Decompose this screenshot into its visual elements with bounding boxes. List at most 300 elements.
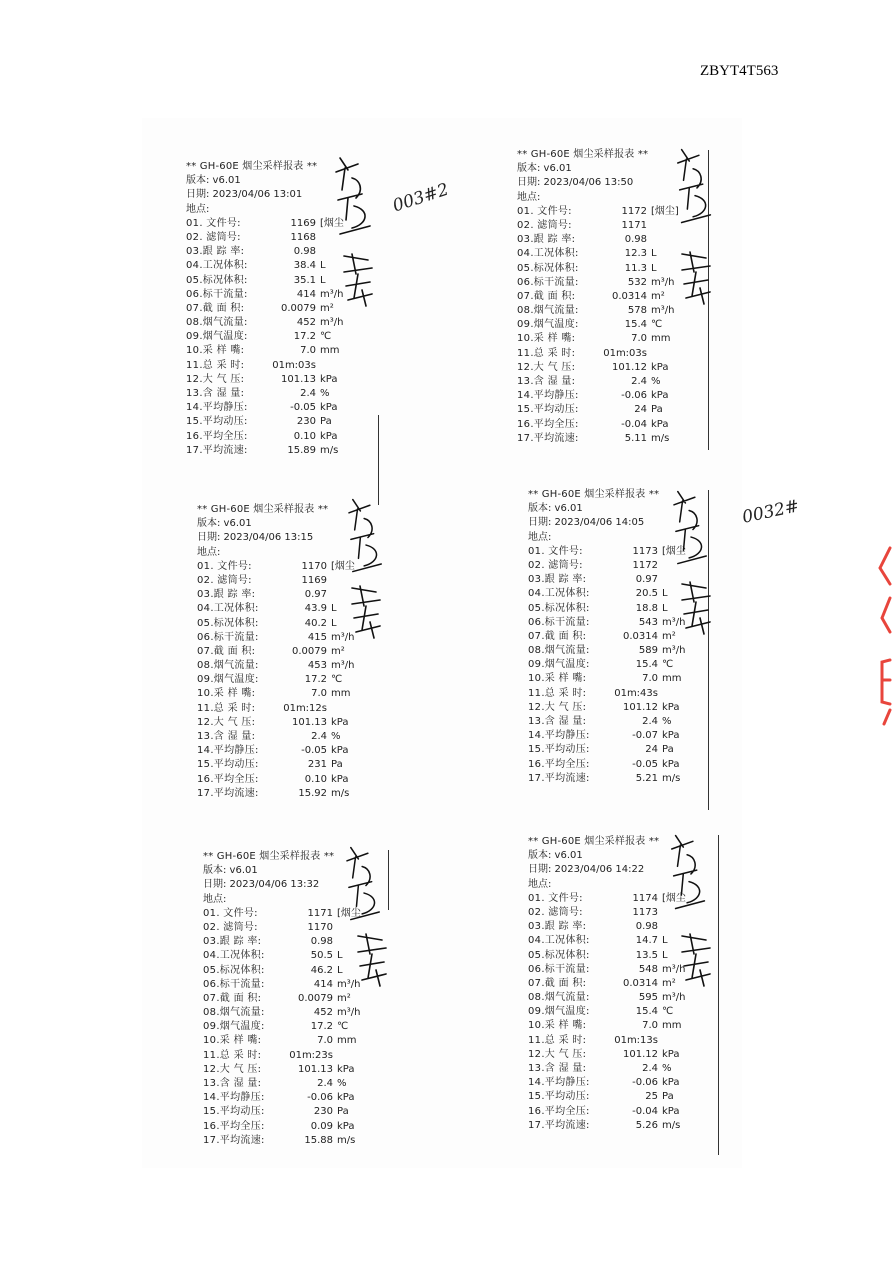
receipt-row [197,744,397,758]
row-value: 18.8 [635,602,658,614]
row-unit: m³/h [337,1007,361,1019]
row-label: 16.平均全压: [203,1120,265,1132]
row-label: 03.跟 踪 率: [528,574,587,586]
receipt-row [203,949,403,963]
receipt-row [528,977,728,991]
row-value: 0.0079 [281,302,316,314]
receipt-row [197,617,397,631]
row-unit: kPa [320,430,338,442]
row-value: 7.0 [642,673,658,685]
row-value: 101.12 [612,361,647,373]
receipt-row [528,701,728,715]
receipt-row [186,444,386,458]
row-label: 08.烟气流量: [528,645,590,657]
row-value: 50.5 [310,950,333,962]
receipt-header: ** GH-60E 烟尘采样报表 ** [197,504,329,515]
receipt-row [528,772,728,786]
row-label: 09.烟气温度: [517,319,579,331]
receipt-row [528,920,728,934]
row-value: 589 [638,645,658,657]
receipt-header: ** GH-60E 烟尘采样报表 ** [528,489,660,500]
receipt-edge-line [378,415,379,505]
row-unit: kPa [662,730,680,742]
row-value: 1173 [632,545,658,557]
row-unit: kPa [320,373,338,385]
row-value: 24 [645,744,658,756]
row-unit: kPa [331,745,349,757]
row-value: 578 [627,305,647,317]
row-label: 13.含 湿 量: [528,1063,587,1074]
row-value: 231 [307,759,327,771]
row-label: 02. 滤筒号: [186,231,241,243]
row-unit: L [337,950,343,962]
red-stamp-fragment [876,540,892,730]
row-value: 20.5 [635,588,658,600]
receipt-date: 日期: 2023/04/06 13:32 [203,879,320,891]
row-label: 13.含 湿 量: [528,716,587,727]
row-unit: [烟尘 [337,907,361,919]
receipt-version: 版本: v6.01 [517,163,572,175]
row-unit: L [662,949,668,961]
row-label: 09.烟气温度: [197,674,259,686]
row-value: 40.2 [304,617,327,629]
row-label: 11.总 采 时: [517,347,576,359]
row-unit: mm [337,1035,357,1047]
row-unit: m³/h [662,616,686,628]
row-value: 1171 [307,907,333,919]
receipt-row [186,430,386,444]
receipt-row [528,758,728,772]
row-label: 08.烟气流量: [528,992,590,1004]
row-value: 17.2 [293,331,316,343]
row-unit: ℃ [651,319,663,331]
row-value: 1174 [632,892,658,904]
row-unit: m² [662,977,676,989]
row-value: 15.4 [635,1006,658,1018]
receipt-version: 版本: v6.01 [186,175,241,187]
receipt-location: 地点: [186,203,210,215]
row-value: 230 [313,1106,333,1118]
row-label: 05.标况体积: [203,964,265,976]
row-unit: m³/h [320,288,344,300]
row-label: 15.平均动压: [203,1106,265,1118]
receipt-row [517,389,717,403]
receipt-row [528,687,728,701]
row-label: 04.工况体积: [197,603,259,615]
receipt-row [186,302,386,316]
row-label: 06.标干流量: [186,288,248,300]
row-label: 07.截 面 积: [528,630,587,642]
row-label: 02. 滤筒号: [528,559,583,571]
row-value: 7.0 [642,1020,658,1032]
row-label: 17.平均流速: [186,444,248,456]
receipt-row [528,892,728,906]
row-unit: kPa [651,418,669,430]
row-label: 07.截 面 积: [186,302,245,314]
row-label: 13.含 湿 量: [197,731,256,742]
row-value: 0.0079 [298,992,333,1004]
row-unit: m³/h [337,978,361,990]
row-label: 16.平均全压: [528,1105,590,1117]
row-value: 15.88 [304,1134,333,1146]
row-label: 06.标干流量: [203,978,265,990]
receipt-row [528,949,728,963]
receipt-row [528,1076,728,1090]
row-value: 01m:43s [614,687,658,699]
receipt-row [517,361,717,375]
row-value: 0.10 [304,773,327,785]
row-value: 0.98 [310,936,333,948]
row-unit: m³/h [320,317,344,329]
receipt-row [197,645,397,659]
row-value: 12.3 [624,248,647,260]
row-value: -0.06 [632,1077,658,1089]
row-value: 13.5 [635,949,658,961]
row-label: 03.跟 踪 率: [517,234,576,246]
receipt-row [186,359,386,373]
row-value: 15.4 [635,659,658,671]
receipt-row [528,1090,728,1104]
row-unit: m/s [320,444,339,456]
row-label: 07.截 面 积: [197,645,256,657]
receipt-row [528,906,728,920]
receipt-row [197,702,397,716]
row-unit: % [331,731,341,742]
receipt-row [197,588,397,602]
row-unit: Pa [651,404,663,416]
row-unit: Pa [337,1106,349,1118]
row-label: 01. 文件号: [517,205,572,217]
row-unit: mm [320,345,340,357]
row-label: 01. 文件号: [186,217,241,229]
row-unit: kPa [662,1048,680,1060]
row-unit: [烟尘 [320,217,344,229]
row-label: 17.平均流速: [197,787,259,799]
row-label: 10.采 样 嘴: [528,673,587,685]
row-value: -0.05 [290,402,316,414]
row-unit: L [651,262,657,274]
row-unit: m² [331,645,345,657]
receipt-row [528,1105,728,1119]
row-label: 15.平均动压: [186,416,248,428]
row-unit: L [320,274,326,286]
row-value: 0.97 [304,589,327,601]
receipt-row [528,644,728,658]
receipt-row [517,205,717,219]
row-unit: kPa [337,1092,355,1104]
row-unit: kPa [320,402,338,414]
row-unit: mm [651,333,671,345]
receipt-row [197,716,397,730]
row-label: 12.大 气 压: [197,716,256,728]
receipt-row [528,1005,728,1019]
row-label: 10.采 样 嘴: [186,345,245,357]
row-unit: Pa [320,416,332,428]
row-value: -0.06 [621,390,647,402]
receipt-row [186,274,386,288]
row-label: 02. 滤筒号: [517,219,572,231]
row-value: 11.3 [624,262,647,274]
receipt-row [203,1134,403,1148]
receipt-row [528,1062,728,1076]
receipt-row [197,659,397,673]
receipt-1350 [517,148,717,446]
row-value: 452 [313,1007,333,1019]
row-unit: m/s [651,432,670,444]
row-value: 7.0 [300,345,316,357]
row-label: 01. 文件号: [528,892,583,904]
row-label: 07.截 面 积: [203,992,262,1004]
receipt-row [203,1020,403,1034]
receipt-row [528,573,728,587]
receipt-row [528,630,728,644]
document-code: ZBYT4T563 [700,63,779,79]
row-value: 5.26 [635,1119,658,1131]
row-value: 0.98 [293,246,316,258]
receipt-row [203,1091,403,1105]
receipt-header: ** GH-60E 烟尘采样报表 ** [528,836,660,847]
row-label: 02. 滤筒号: [203,921,258,933]
row-value: 17.2 [310,1021,333,1033]
row-unit: m³/h [331,631,355,643]
row-unit: L [662,935,668,947]
row-value: 0.98 [635,921,658,933]
row-label: 14.平均静压: [528,1077,590,1089]
row-unit: m³/h [651,305,675,317]
row-label: 09.烟气温度: [528,1006,590,1018]
row-unit: mm [662,1020,682,1032]
row-label: 14.平均静压: [203,1092,265,1104]
receipt-date: 日期: 2023/04/06 13:50 [517,177,634,189]
row-unit: ℃ [337,1021,349,1033]
row-unit: L [331,603,337,615]
row-value: 5.11 [624,432,647,444]
row-unit: ℃ [331,674,343,686]
receipt-row [528,559,728,573]
row-label: 15.平均动压: [517,404,579,416]
receipt-date: 日期: 2023/04/06 14:05 [528,517,645,529]
receipt-row [517,418,717,432]
receipt-row [186,259,386,273]
receipt-row [528,672,728,686]
row-label: 04.工况体积: [517,248,579,260]
receipt-1422 [528,835,728,1133]
row-label: 15.平均动压: [197,759,259,771]
receipt-1315 [197,503,397,801]
receipt-row [528,616,728,630]
row-value: -0.04 [632,1105,658,1117]
row-unit: m³/h [662,963,686,975]
row-unit: % [337,1078,347,1089]
row-value: 0.0079 [292,645,327,657]
row-value: 1170 [301,560,327,572]
row-label: 17.平均流速: [528,1119,590,1131]
row-unit: m³/h [651,276,675,288]
row-label: 17.平均流速: [203,1134,265,1146]
row-label: 01. 文件号: [528,545,583,557]
receipt-date: 日期: 2023/04/06 14:22 [528,864,645,876]
row-unit: m³/h [331,660,355,672]
row-label: 05.标况体积: [186,274,248,286]
row-value: 1172 [632,559,658,571]
row-unit: ℃ [320,331,332,343]
row-unit: m² [651,290,665,302]
receipt-row [197,773,397,787]
receipt-row [203,935,403,949]
row-unit: [烟尘 [662,545,686,557]
row-value: 452 [296,317,316,329]
receipt-row [203,907,403,921]
receipt-1405 [528,488,728,786]
receipt-row [203,921,403,935]
receipt-row [197,560,397,574]
row-unit: kPa [331,773,349,785]
receipt-date: 日期: 2023/04/06 13:15 [197,532,314,544]
receipt-row [186,415,386,429]
row-value: 0.10 [293,430,316,442]
receipt-row [203,1049,403,1063]
receipt-row [197,673,397,687]
receipt-row [517,290,717,304]
row-label: 07.截 面 积: [517,290,576,302]
receipt-location: 地点: [517,191,541,203]
row-label: 10.采 样 嘴: [528,1020,587,1032]
row-label: 16.平均全压: [197,773,259,785]
row-value: 2.4 [642,716,658,727]
row-value: 01m:03s [603,347,647,359]
row-value: 101.13 [292,716,327,728]
row-unit: [烟尘] [651,205,679,217]
receipt-version: 版本: v6.01 [197,518,252,530]
row-label: 12.大 气 压: [528,1048,587,1060]
receipt-version: 版本: v6.01 [203,865,258,877]
receipt-header: ** GH-60E 烟尘采样报表 ** [203,851,335,862]
receipt-row [186,330,386,344]
row-value: 15.89 [287,444,316,456]
row-label: 05.标况体积: [517,262,579,274]
row-value: 0.09 [310,1120,333,1132]
receipt-row [528,1119,728,1133]
row-unit: kPa [662,1077,680,1089]
row-value: 24 [634,404,647,416]
row-unit: mm [662,673,682,685]
receipt-row [203,1077,403,1091]
receipt-row [203,1063,403,1077]
row-value: 01m:23s [289,1049,333,1061]
row-label: 02. 滤筒号: [197,574,252,586]
row-label: 13.含 湿 量: [517,376,576,387]
row-label: 14.平均静压: [517,390,579,402]
row-value: 0.0314 [623,977,658,989]
row-unit: m/s [662,772,681,784]
row-label: 05.标况体积: [528,949,590,961]
row-unit: Pa [662,744,674,756]
receipt-row [517,276,717,290]
row-value: 15.4 [624,319,647,331]
row-unit: Pa [662,1091,674,1103]
row-label: 16.平均全压: [528,758,590,770]
receipt-row [517,332,717,346]
receipt-row [528,545,728,559]
row-value: 15.92 [298,787,327,799]
row-unit: mm [331,688,351,700]
row-value: 0.98 [624,234,647,246]
receipt-row [186,245,386,259]
row-label: 11.总 采 时: [197,702,256,714]
receipt-1332 [203,850,403,1148]
receipt-row [186,401,386,415]
receipt-row [517,432,717,446]
row-label: 04.工况体积: [203,950,265,962]
row-label: 04.工况体积: [528,935,590,947]
receipt-header: ** GH-60E 烟尘采样报表 ** [517,149,649,160]
receipt-row [186,288,386,302]
row-label: 10.采 样 嘴: [203,1035,262,1047]
row-label: 04.工况体积: [528,588,590,600]
row-unit: ℃ [662,1006,674,1018]
row-label: 16.平均全压: [186,430,248,442]
row-label: 12.大 气 压: [528,701,587,713]
row-value: 43.9 [304,603,327,615]
row-value: 1169 [290,217,316,229]
row-unit: kPa [651,390,669,402]
receipt-row [203,964,403,978]
row-value: 7.0 [631,333,647,345]
row-value: 01m:13s [614,1034,658,1046]
row-unit: % [651,376,661,387]
row-value: 230 [296,416,316,428]
row-unit: kPa [662,758,680,770]
row-label: 11.总 采 时: [186,359,245,371]
row-value: 01m:12s [283,702,327,714]
receipt-edge-line [708,150,709,450]
row-label: 03.跟 踪 率: [203,936,262,948]
receipt-row [517,262,717,276]
receipt-row [186,344,386,358]
row-unit: L [320,260,326,272]
receipt-row [517,375,717,389]
receipt-row [197,631,397,645]
row-label: 06.标干流量: [528,616,590,628]
receipt-row [186,217,386,231]
row-label: 14.平均静压: [528,730,590,742]
row-value: -0.05 [301,745,327,757]
receipt-row [517,233,717,247]
row-unit: m/s [337,1134,356,1146]
receipt-date: 日期: 2023/04/06 13:01 [186,189,303,201]
row-value: 1172 [621,205,647,217]
row-value: 2.4 [642,1063,658,1074]
row-label: 09.烟气温度: [203,1021,265,1033]
receipt-row [528,658,728,672]
receipt-row [203,1105,403,1119]
row-label: 11.总 采 时: [528,1034,587,1046]
receipt-row [517,304,717,318]
row-value: 0.0314 [623,630,658,642]
row-value: 17.2 [304,674,327,686]
row-value: 1173 [632,906,658,918]
row-unit: m² [337,992,351,1004]
receipt-row [197,730,397,744]
row-value: 1171 [621,219,647,231]
row-label: 03.跟 踪 率: [197,589,256,601]
row-unit: L [337,964,343,976]
row-unit: Pa [331,759,343,771]
row-label: 16.平均全压: [517,418,579,430]
row-label: 08.烟气流量: [197,660,259,672]
row-value: 543 [638,616,658,628]
receipt-row [528,934,728,948]
